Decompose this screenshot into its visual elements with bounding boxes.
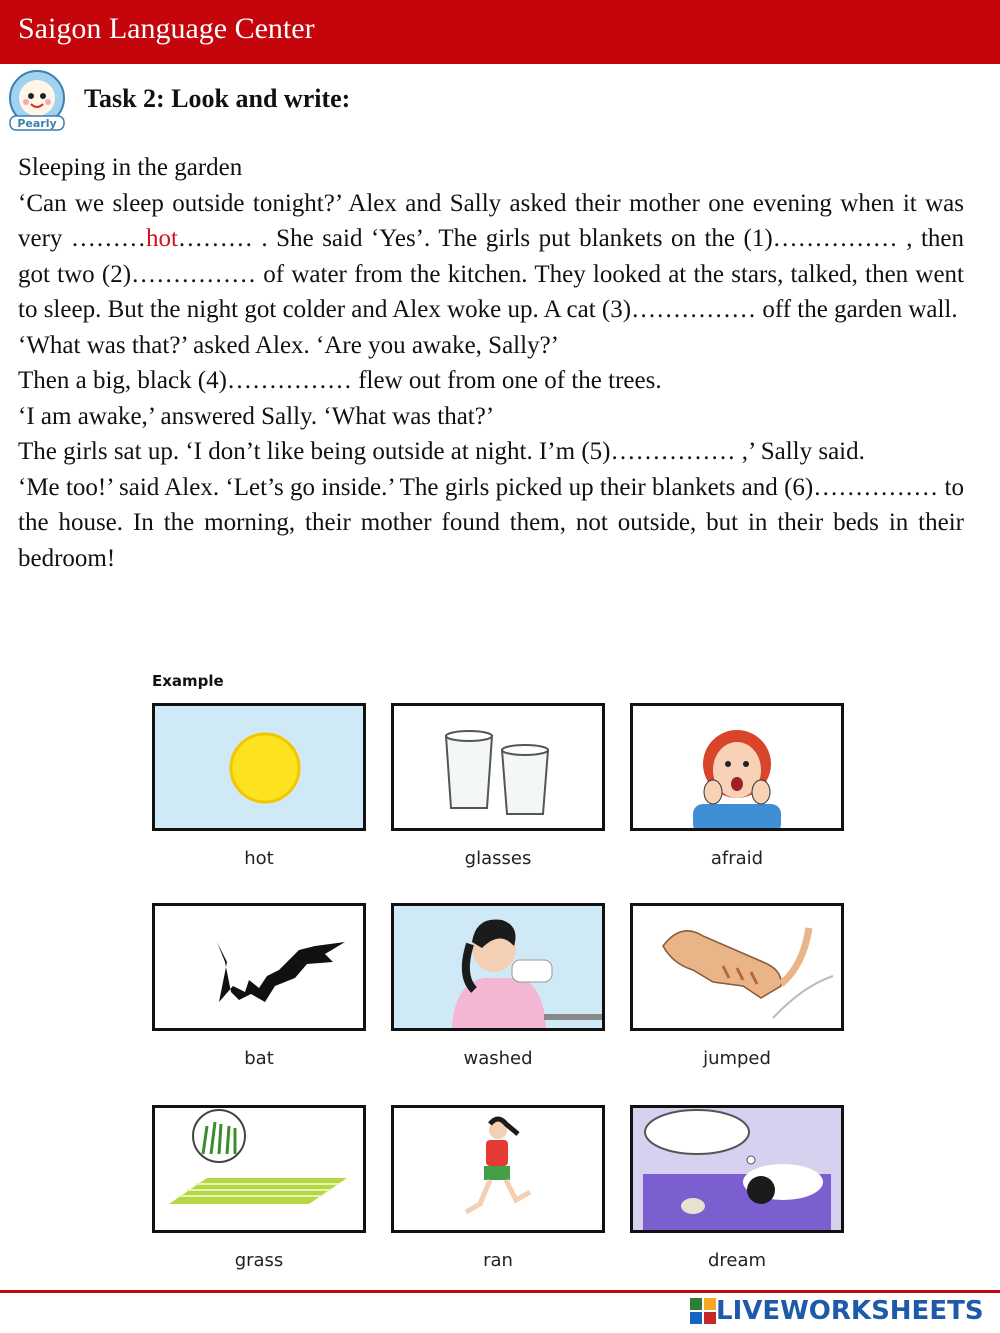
glasses-icon [391,703,605,831]
afraid-girl-icon [630,703,844,831]
header-title: Saigon Language Center [18,12,315,45]
story-paragraph: ‘Can we sleep outside tonight?’ Alex and Sally asked their mother one evening when it was very ………hot……… . She said ‘Yes’. The girls put blankets on the (1)…………… , then got two (2)…………… of water from the kitchen. They looked at the stars, talked, then went to sleep. But the night got colder and Alex woke up. A cat (3)…………… off the garden wall. [18,189,964,323]
task-title: Task 2: Look and write: [84,84,351,113]
sun-icon [152,703,366,831]
washing-girl-icon [391,903,605,1031]
picture-caption: ran [483,1250,513,1271]
story-paragraph: ‘What was that?’ asked Alex. ‘Are you awake, Sally?’ [18,331,559,359]
pearly-logo [4,68,70,132]
logo-text: Pearly [17,117,57,130]
picture-caption: grass [234,1250,284,1271]
bat-icon [152,903,366,1031]
picture-caption: bat [244,1048,274,1069]
picture-caption: hot [244,848,274,869]
running-girl-icon [391,1105,605,1233]
story-text [18,150,964,576]
picture-caption: jumped [703,1048,771,1069]
picture-caption: washed [463,1048,533,1069]
footer-divider [0,1290,1000,1293]
example-answer: hot [145,225,178,252]
example-label: Example [152,672,224,690]
picture-caption: glasses [464,848,532,869]
header-bar [0,0,1000,64]
grass-icon [152,1105,366,1233]
story-paragraph: ‘I am awake,’ answered Sally. ‘What was that?’ [18,402,495,430]
dream-icon [630,1105,844,1233]
story-paragraph: The girls sat up. ‘I don’t like being outside at night. I’m (5)…………… ,’ Sally said. [18,438,865,465]
picture-caption: dream [707,1250,767,1271]
liveworksheets-logo [690,1294,984,1328]
picture-caption: afraid [710,848,764,869]
story-paragraph: Then a big, black (4)…………… flew out from one of the trees. [18,367,662,394]
jumping-cat-icon [630,903,844,1031]
liveworksheets-brand: LIVEWORKSHEETS [716,1296,984,1326]
story-paragraph: ‘Me too!’ said Alex. ‘Let’s go inside.’ The girls picked up their blankets and (6)…………… to the house. In the morning, their mother found them, not outside, but in their beds in their bedroom! [18,473,964,572]
story-title: Sleeping in the garden [18,154,243,181]
liveworksheets-icon [690,1298,716,1324]
